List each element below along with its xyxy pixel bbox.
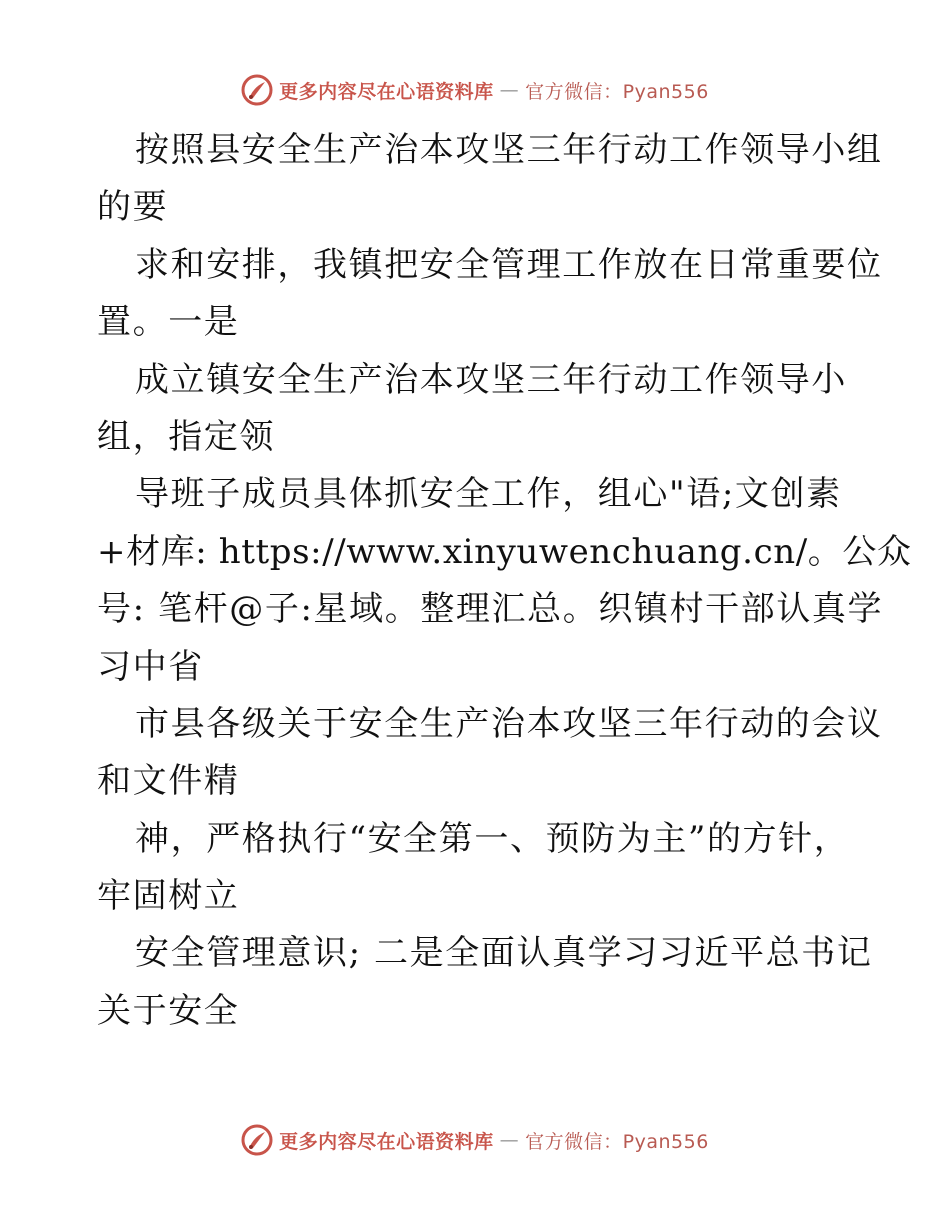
body-line: 安全管理意识; 二是全面认真学习习近平总书记	[135, 933, 873, 974]
footer-brand-text: 更多内容尽在心语资料库	[279, 1130, 494, 1153]
body-line: 神，严格执行“安全第一、预防为主”的方针，	[135, 818, 850, 859]
body-line: 号: 笔杆@子:星域。整理汇总。织镇村干部认真学	[97, 589, 884, 630]
body-line: 成立镇安全生产治本攻坚三年行动工作领导小	[135, 359, 847, 400]
body-line: 置。一是	[97, 302, 240, 343]
document-body	[97, 122, 912, 1040]
body-line: 组，指定领	[97, 416, 275, 457]
header-separator: —	[499, 79, 520, 101]
body-line: 按照县安全生产治本攻坚三年行动工作领导小组	[135, 130, 883, 170]
body-line: 关于安全	[97, 990, 240, 1031]
body-line: 的要	[97, 187, 169, 228]
footer-separator: —	[499, 1129, 520, 1151]
header-wechat-text: 官方微信：Pyan556	[525, 80, 709, 103]
body-line: 和文件精	[97, 761, 240, 802]
footer-wechat-text: 官方微信：Pyan556	[525, 1130, 709, 1153]
ink-brush-logo-icon	[241, 74, 273, 106]
body-line-url: +材库: https://www.xinyuwenchuang.cn/。公众	[97, 531, 912, 572]
body-line: 习中省	[97, 646, 204, 687]
body-line: 导班子成员具体抓安全工作，组心"语;文创素	[135, 474, 842, 515]
body-line: 牢固树立	[97, 876, 240, 917]
body-line: 求和安排，我镇把安全管理工作放在日常重要位	[135, 244, 883, 285]
header-banner	[0, 70, 950, 110]
body-line: 市县各级关于安全生产治本攻坚三年行动的会议	[135, 703, 883, 744]
ink-brush-logo-icon	[241, 1124, 273, 1156]
footer-banner	[0, 1120, 950, 1160]
header-brand-text: 更多内容尽在心语资料库	[279, 80, 494, 103]
